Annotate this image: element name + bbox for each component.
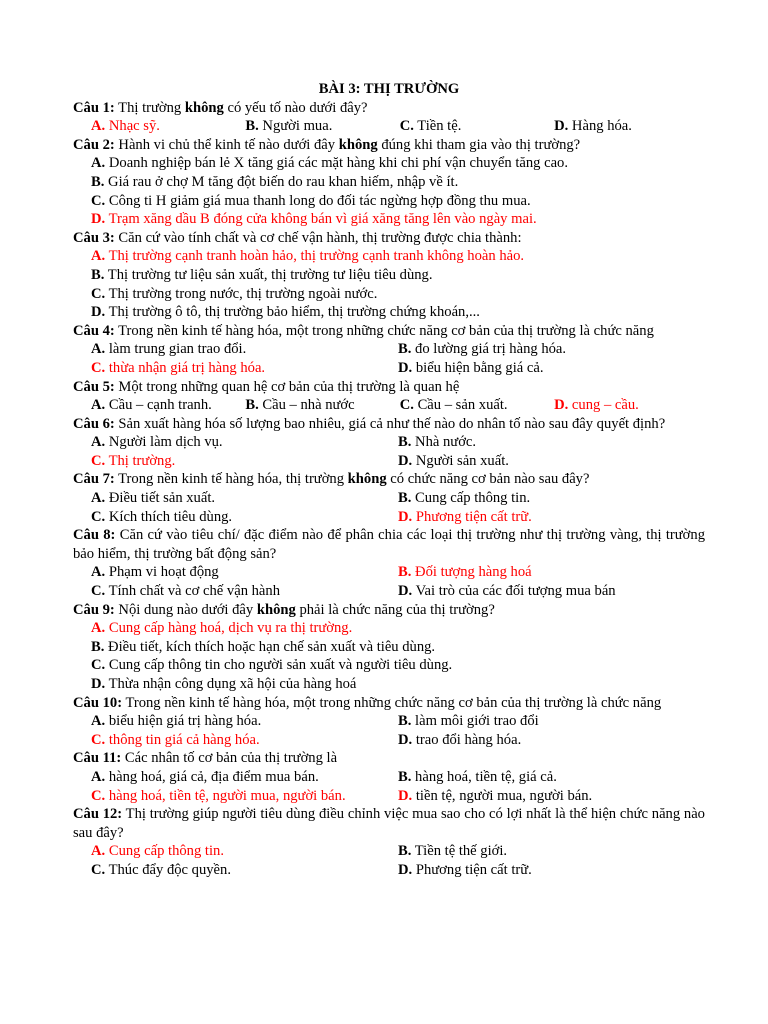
question-label: Câu 3: xyxy=(73,229,115,246)
option-a-correct: A. Cung cấp thông tin. xyxy=(91,843,224,860)
question-8: Câu 8: Căn cứ vào tiêu chí/ đặc điểm nào để phân chia các loại thị trường như thị trường vàng, thị trường bảo hiểm, thị trường bất động sản? xyxy=(73,527,705,562)
option-a: A. Phạm vi hoạt động xyxy=(91,564,219,581)
question-6: Câu 6: Sản xuất hàng hóa số lượng bao nhiêu, giá cả như thế nào do nhân tố nào sau đây quyết định? xyxy=(73,415,666,432)
option-d: D. Hàng hóa. xyxy=(554,118,632,135)
question-4: Câu 4: Trong nền kinh tế hàng hóa, một trong những chức năng cơ bản của thị trường là chức năng xyxy=(73,322,654,339)
option-a: A. làm trung gian trao đổi. xyxy=(91,341,247,358)
question-2: Câu 2: Hành vi chủ thể kinh tế nào dưới đây không đúng khi tham gia vào thị trường? xyxy=(73,136,581,153)
option-b: B. Người mua. xyxy=(245,118,333,135)
question-label: Câu 1: xyxy=(73,99,115,116)
question-label: Câu 12: xyxy=(73,806,123,823)
option-d-correct: D. Phương tiện cất trữ. xyxy=(398,508,532,525)
option-a: A. Cầu – cạnh tranh. xyxy=(91,397,212,414)
option-a: A. biểu hiện giá trị hàng hóa. xyxy=(91,713,262,730)
question-label: Câu 8: xyxy=(73,527,116,544)
question-10: Câu 10: Trong nền kinh tế hàng hóa, một trong những chức năng cơ bản của thị trường là chức năng xyxy=(73,694,662,711)
option-c: C. Thị trường trong nước, thị trường ngoài nước. xyxy=(91,285,378,302)
option-d: D. Thị trường ô tô, thị trường bảo hiểm, thị trường chứng khoán,... xyxy=(91,304,480,321)
option-a-correct: A. Nhạc sỹ. xyxy=(91,118,160,135)
options-row xyxy=(73,842,705,861)
options-row xyxy=(73,117,705,136)
option-b: B. hàng hoá, tiền tệ, giá cả. xyxy=(398,768,557,785)
option-d: D. Thừa nhận công dụng xã hội của hàng hoá xyxy=(91,676,357,692)
option-c: C. Kích thích tiêu dùng. xyxy=(91,508,233,525)
options-row xyxy=(73,396,705,415)
options-row xyxy=(73,340,705,359)
options-row xyxy=(73,861,705,880)
options-row xyxy=(73,508,705,527)
option-c-correct: C. Thị trường. xyxy=(91,452,176,469)
question-label: Câu 2: xyxy=(73,136,115,153)
option-d-correct: D. cung – cầu. xyxy=(554,397,639,414)
question-label: Câu 10: xyxy=(73,694,123,711)
question-9: Câu 9: Nội dung nào dưới đây không phải là chức năng của thị trường? xyxy=(73,601,495,618)
option-c: C. Cung cấp thông tin cho người sản xuất và người tiêu dùng. xyxy=(91,657,453,674)
option-d: D. Phương tiện cất trữ. xyxy=(398,861,532,878)
option-d: D. Người sản xuất. xyxy=(398,452,509,469)
option-a: A. Doanh nghiệp bán lẻ X tăng giá các mặt hàng khi chi phí vận chuyển tăng cao. xyxy=(91,155,568,172)
option-d: D. trao đổi hàng hóa. xyxy=(398,731,522,748)
question-label: Câu 4: xyxy=(73,322,115,339)
options-row xyxy=(73,787,705,806)
option-b: B. Nhà nước. xyxy=(398,434,477,451)
options-row xyxy=(73,768,705,787)
question-label: Câu 9: xyxy=(73,601,115,618)
option-d-correct: D. Trạm xăng dầu B đóng cửa không bán vì giá xăng tăng lên vào ngày mai. xyxy=(91,211,537,228)
option-a: A. Người làm dịch vụ. xyxy=(91,434,223,451)
document-page xyxy=(73,80,705,880)
question-5: Câu 5: Một trong những quan hệ cơ bản của thị trường là quan hệ xyxy=(73,378,460,395)
option-c: C. Công ti H giảm giá mua thanh long do đối tác ngừng hợp đồng thu mua. xyxy=(91,192,531,209)
options-row xyxy=(73,731,705,750)
options-row xyxy=(73,452,705,471)
question-1: Câu 1: Thị trường không có yếu tố nào dưới đây? xyxy=(73,99,368,116)
option-d: D. tiền tệ, người mua, người bán. xyxy=(398,787,593,804)
question-3: Câu 3: Căn cứ vào tính chất và cơ chế vận hành, thị trường được chia thành: xyxy=(73,229,522,246)
option-a: A. Điều tiết sản xuất. xyxy=(91,490,216,507)
option-b: B. Tiền tệ thế giới. xyxy=(398,843,508,860)
options-row xyxy=(73,359,705,378)
question-12: Câu 12: Thị trường giúp người tiêu dùng điều chỉnh việc mua sao cho có lợi nhất là thể hiện chức năng nào sau đây? xyxy=(73,806,705,841)
option-c: C. Thúc đẩy độc quyền. xyxy=(91,861,231,878)
question-label: Câu 11: xyxy=(73,750,122,767)
option-a: A. hàng hoá, giá cả, địa điểm mua bán. xyxy=(91,768,319,785)
question-11: Câu 11: Các nhân tố cơ bản của thị trường là xyxy=(73,750,338,767)
question-label: Câu 6: xyxy=(73,415,115,432)
option-c: C. Cầu – sản xuất. xyxy=(399,397,508,414)
page-title: BÀI 3: THỊ TRƯỜNG xyxy=(318,81,460,97)
option-b: B. Điều tiết, kích thích hoặc hạn chế sản xuất và tiêu dùng. xyxy=(91,638,436,655)
options-row xyxy=(73,563,705,582)
option-b-correct: B. Đối tượng hàng hoá xyxy=(398,564,532,581)
option-b: B. làm môi giới trao đổi xyxy=(398,713,539,730)
option-a-correct: A. Cung cấp hàng hoá, dịch vụ ra thị trường. xyxy=(91,620,353,637)
option-b: B. đo lường giá trị hàng hóa. xyxy=(398,341,567,358)
option-d: D. Vai trò của các đối tượng mua bán xyxy=(398,583,616,600)
options-row xyxy=(73,489,705,508)
option-c: C. Tính chất và cơ chế vận hành xyxy=(91,583,281,600)
option-a-correct: A. Thị trường cạnh tranh hoàn hảo, thị trường cạnh tranh không hoàn hảo. xyxy=(91,248,525,265)
question-7: Câu 7: Trong nền kinh tế hàng hóa, thị trường không có chức năng cơ bản nào sau đây? xyxy=(73,471,590,488)
question-label: Câu 5: xyxy=(73,378,115,395)
option-b: B. Cung cấp thông tin. xyxy=(398,490,531,507)
option-c-correct: C. thừa nhận giá trị hàng hóa. xyxy=(91,359,266,376)
options-row xyxy=(73,712,705,731)
option-b: B. Cầu – nhà nước xyxy=(245,397,355,414)
question-label: Câu 7: xyxy=(73,471,115,488)
options-row xyxy=(73,582,705,601)
option-b: B. Thị trường tư liệu sản xuất, thị trường tư liệu tiêu dùng. xyxy=(91,266,433,283)
option-d: D. biểu hiện bằng giá cả. xyxy=(398,359,544,376)
option-c-correct: C. hàng hoá, tiền tệ, người mua, người bán. xyxy=(91,787,346,804)
option-b: B. Giá rau ở chợ M tăng đột biến do rau khan hiếm, nhập về ít. xyxy=(91,173,459,190)
options-row xyxy=(73,433,705,452)
option-c: C. Tiền tệ. xyxy=(399,118,462,135)
option-c-correct: C. thông tin giá cả hàng hóa. xyxy=(91,731,260,748)
